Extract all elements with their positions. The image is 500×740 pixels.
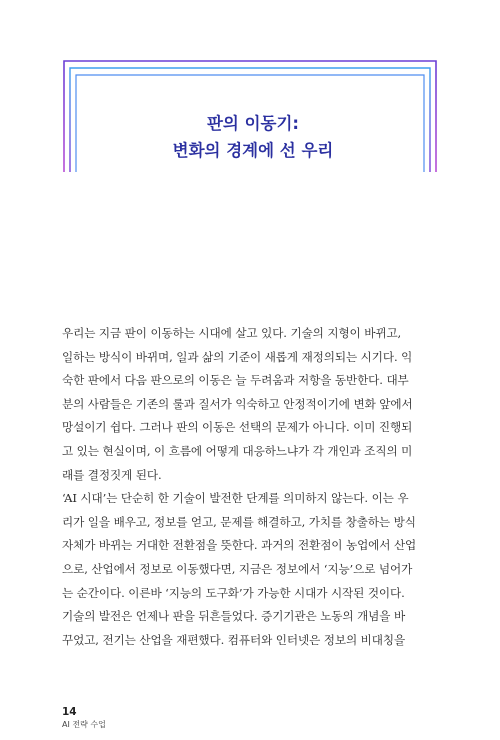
body-text xyxy=(62,322,434,652)
body-line: ‘AI 시대’는 단순히 한 기술이 발전한 단계를 의미하지 않는다. 이는 우 xyxy=(62,491,409,506)
body-line: 꾸었고, 전기는 산업을 재편했다. 컴퓨터와 인터넷은 정보의 비대칭을 xyxy=(62,632,406,647)
body-line: 는 순간이다. 이른바 ‘지능의 도구화’가 가능한 시대가 시작된 것이다. xyxy=(62,585,405,600)
body-line: 숙한 판에서 다음 판으로의 이동은 늘 두려움과 저항을 동반한다. 대부 xyxy=(62,373,409,388)
page-number: 14 xyxy=(62,706,77,718)
chapter-title-line-1: 판의 이동기: xyxy=(206,114,300,133)
chapter-title-line-2: 변화의 경계에 선 우리 xyxy=(172,141,334,160)
body-line: 고 있는 현실이며, 이 흐름에 어떻게 대응하느냐가 각 개인과 조직의 미 xyxy=(62,443,413,458)
body-line: 일하는 방식이 바뀌며, 일과 삶의 기준이 새롭게 재정의되는 시기다. 익 xyxy=(62,349,413,364)
body-line: 으로, 산업에서 정보로 이동했다면, 지금은 정보에서 ‘지능’으로 넘어가 xyxy=(62,561,413,576)
body-line: 우리는 지금 판이 이동하는 시대에 살고 있다. 기술의 지형이 바뀌고, xyxy=(62,326,402,340)
body-line: 자체가 바뀌는 거대한 전환점을 뜻한다. 과거의 전환점이 농업에서 산업 xyxy=(62,538,417,553)
body-line: 래를 결정짓게 된다. xyxy=(62,467,162,482)
body-line: 기술의 발전은 언제나 판을 뒤흔들었다. 증기기관은 노동의 개념을 바 xyxy=(62,609,406,624)
chapter-title xyxy=(70,110,436,164)
body-line: 분의 사람들은 기존의 룰과 질서가 익숙하고 안정적이기에 변화 앞에서 xyxy=(62,396,413,411)
folio xyxy=(62,706,106,730)
body-line: 망설이기 쉽다. 그러나 판의 이동은 선택의 문제가 아니다. 이미 진행되 xyxy=(62,420,413,435)
body-line: 리가 일을 배우고, 정보를 얻고, 문제를 해결하고, 가치를 창출하는 방식 xyxy=(62,514,416,529)
running-title: AI 전략 수업 xyxy=(62,720,106,729)
